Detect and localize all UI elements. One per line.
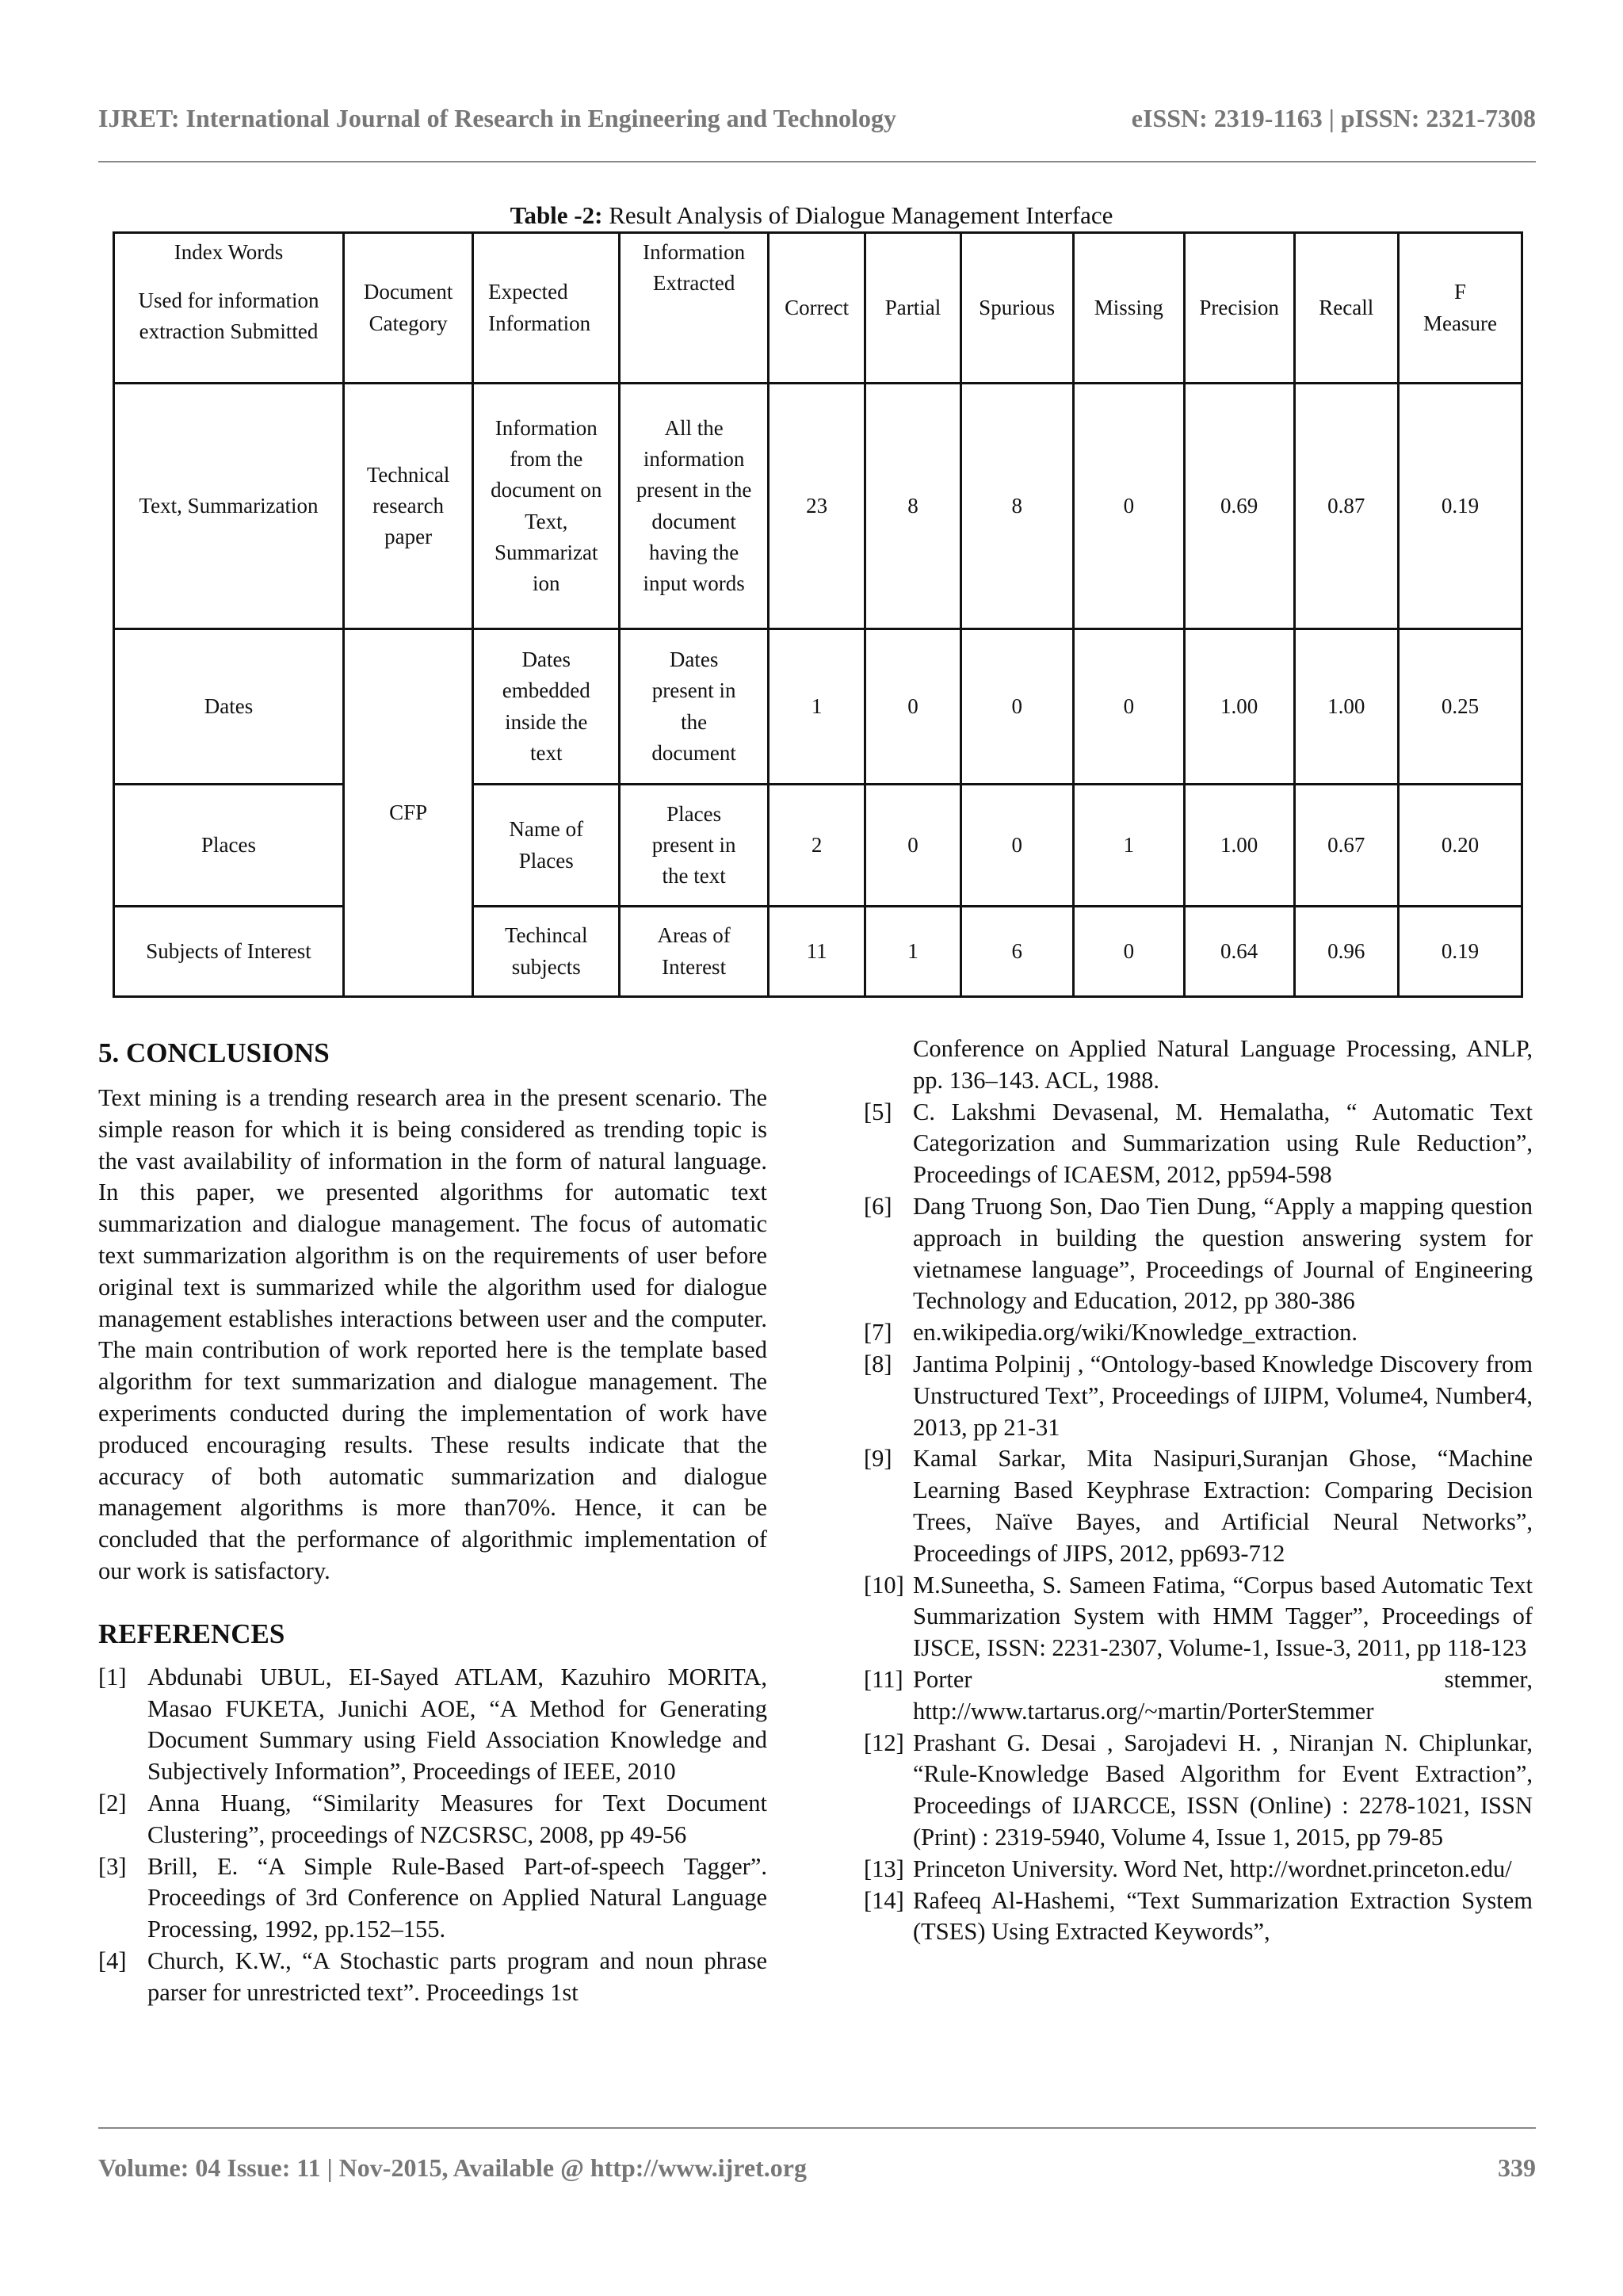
results-table — [113, 231, 1523, 998]
header-spurious: Spurious — [960, 233, 1073, 384]
journal-title: IJRET: International Journal of Research in Engineering and Technology — [98, 103, 896, 132]
cell-recall: 0.67 — [1294, 785, 1398, 907]
reference-item: [13] Princeton University. Word Net, http://wordnet.princeton.edu/ — [864, 1855, 1512, 1882]
table-caption — [0, 201, 1623, 230]
right-column — [864, 1033, 1533, 1948]
issn-label: eISSN: 2319-1163 | pISSN: 2321-7308 — [1131, 103, 1536, 132]
reference-item: [9] Kamal Sarkar, Mita Nasipuri,Suranjan Ghose, “Machine Learning Based Keyphrase Extraction: Comparing Decision Trees, Naïve Bayes, and Artificial Neural Networks”, Proceedings of JIPS, 2012, pp693-712 — [864, 1445, 1533, 1567]
cell-precision: 0.64 — [1184, 907, 1294, 997]
cell-recall: 0.96 — [1294, 907, 1398, 997]
header-correct: Correct — [768, 233, 865, 384]
cell-extracted: Areas of Interest — [620, 907, 769, 997]
table-caption-label: Table -2: — [510, 201, 603, 229]
table-row — [114, 384, 1522, 629]
cell-missing: 0 — [1073, 907, 1184, 997]
header-partial: Partial — [865, 233, 960, 384]
header-missing: Missing — [1073, 233, 1184, 384]
reference-continuation: Conference on Applied Natural Language Processing, ANLP, pp. 136–143. ACL, 1988. — [913, 1035, 1533, 1094]
reference-item: [5] C. Lakshmi Devasenal, M. Hemalatha, “ Automatic Text Categorization and Summarization using Rule Reduction”, Proceedings of ICAESM, 2012, pp594-598 — [864, 1098, 1533, 1189]
cell-correct: 11 — [768, 907, 865, 997]
reference-item: [10] M.Suneetha, S. Sameen Fatima, “Corpus based Automatic Text Summarization System with HMM Tagger”, Proceedings of IJSCE, ISSN: 2231-2307, Volume-1, Issue-3, 2011, pp 118-123 — [864, 1571, 1533, 1662]
reference-item: [2] Anna Huang, “Similarity Measures for Text Document Clustering”, proceedings of NZCSRSC, 2008, pp 49-56 — [98, 1789, 767, 1848]
cell-recall: 1.00 — [1294, 629, 1398, 785]
conclusions-heading: 5. CONCLUSIONS — [98, 1037, 330, 1068]
reference-item: [11] Porter stemmer, http://www.tartarus.org/~martin/PorterStemmer — [864, 1665, 1533, 1725]
reference-item: [1] Abdunabi UBUL, EI-Sayed ATLAM, Kazuhiro MORITA, Masao FUKETA, Junichi AOE, “A Method for Generating Document Summary using Field Association Knowledge and Subjectively Information”, Proceedings of IEEE, 2010 — [98, 1663, 767, 1786]
cell-spurious: 0 — [960, 629, 1073, 785]
cell-expected: Techincal subjects — [473, 907, 620, 997]
cell-correct: 2 — [768, 785, 865, 907]
cell-expected: Information from the document on Text, Summarizat ion — [473, 384, 620, 629]
header-information-extracted: Information Extracted — [620, 233, 769, 384]
cell-index-words: Places — [114, 785, 344, 907]
cell-f-measure: 0.19 — [1398, 384, 1522, 629]
reference-item: [12] Prashant G. Desai , Sarojadevi H. , Niranjan N. Chiplunkar, “Rule-Knowledge Based Algorithm for Event Extraction”, Proceedings of IJARCCE, ISSN (Online) : 2278-1021, ISSN (Print) : 2319-5940, Volume 4, Issue 1, 2015, pp 79-85 — [864, 1729, 1533, 1851]
cell-extracted: All the information present in the document having the input words — [620, 384, 769, 629]
cell-precision: 1.00 — [1184, 629, 1294, 785]
cell-extracted: Dates present in the document — [620, 629, 769, 785]
cell-correct: 23 — [768, 384, 865, 629]
cell-missing: 0 — [1073, 629, 1184, 785]
table-row — [114, 629, 1522, 785]
cell-extracted: Places present in the text — [620, 785, 769, 907]
cell-f-measure: 0.19 — [1398, 907, 1522, 997]
page-header — [98, 98, 1536, 138]
cell-precision: 0.69 — [1184, 384, 1294, 629]
cell-index-words: Dates — [114, 629, 344, 785]
left-column — [98, 1037, 767, 2009]
cell-precision: 1.00 — [1184, 785, 1294, 907]
cell-spurious: 6 — [960, 907, 1073, 997]
header-divider — [98, 161, 1536, 162]
reference-item: [4] Church, K.W., “A Stochastic parts program and noun phrase parser for unrestricted text”. Proceedings 1st — [98, 1946, 767, 2006]
reference-item: [7] en.wikipedia.org/wiki/Knowledge_extraction. — [864, 1319, 1358, 1347]
cell-recall: 0.87 — [1294, 384, 1398, 629]
reference-item: [14] Rafeeq Al-Hashemi, “Text Summarization Extraction System (TSES) Using Extracted Keywords”, — [864, 1886, 1533, 1946]
cell-index-words: Text, Summarization — [114, 384, 344, 629]
cell-partial: 0 — [865, 629, 960, 785]
footer-divider — [98, 2127, 1536, 2129]
cell-correct: 1 — [768, 629, 865, 785]
cell-missing: 1 — [1073, 785, 1184, 907]
cell-category: Technical research paper — [344, 384, 473, 629]
header-index-words: Index Words Used for information extraction Submitted — [114, 233, 344, 384]
cell-partial: 1 — [865, 907, 960, 997]
reference-item: [8] Jantima Polpinij , “Ontology-based Knowledge Discovery from Unstructured Text”, Proceedings of IJIPM, Volume4, Number4, 2013, pp 21-31 — [864, 1350, 1533, 1441]
header-precision: Precision — [1184, 233, 1294, 384]
cell-category: CFP — [344, 629, 473, 997]
cell-f-measure: 0.25 — [1398, 629, 1522, 785]
volume-info: Volume: 04 Issue: 11 | Nov-2015, Available @ http://www.ijret.org — [98, 2153, 807, 2182]
cell-index-words: Subjects of Interest — [114, 907, 344, 997]
header-recall: Recall — [1294, 233, 1398, 384]
header-expected-information: Expected Information — [473, 233, 620, 384]
header-document-category: Document Category — [344, 233, 473, 384]
cell-spurious: 8 — [960, 384, 1073, 629]
reference-item: [3] Brill, E. “A Simple Rule-Based Part-of-speech Tagger”. Proceedings of 3rd Conference on Applied Natural Language Processing, 1992, pp.152–155. — [98, 1852, 767, 1943]
cell-expected: Name of Places — [473, 785, 620, 907]
table-caption-text: Result Analysis of Dialogue Management Interface — [602, 201, 1113, 229]
reference-item: [6] Dang Truong Son, Dao Tien Dung, “Apply a mapping question approach in building the question answering system for vietnamese language”, Proceedings of Journal of Engineering Technology and Education, 2012, pp 380-386 — [864, 1192, 1533, 1315]
page-footer — [98, 2148, 1536, 2187]
table-header-row — [114, 233, 1522, 384]
references-heading: REFERENCES — [98, 1618, 285, 1649]
header-f-measure: F Measure — [1398, 233, 1522, 384]
cell-f-measure: 0.20 — [1398, 785, 1522, 907]
cell-expected: Dates embedded inside the text — [473, 629, 620, 785]
cell-partial: 8 — [865, 384, 960, 629]
table-row — [114, 785, 1522, 907]
conclusions-body: Text mining is a trending research area in the present scenario. The simple reason for which it is being considered as trending topic is the vast availability of information in the form of natural language. In this paper, we presented algorithms for automatic text summarization and dialogue management. The focus of automatic text summarization algorithm is on the requirements of user before original text is summarized while the algorithm used for dialogue management establishes interactions between user and the computer. The main contribution of work reported here is the template based algorithm for text summarization and dialogue management. The experiments conducted during the implementation of work have produced encouraging results. These results indicate that the accuracy of both automatic summarization and dialogue management algorithms is more than70%. Hence, it can be concluded that the performance of algorithmic implementation of our work is satisfactory. — [98, 1084, 767, 1584]
cell-spurious: 0 — [960, 785, 1073, 907]
cell-partial: 0 — [865, 785, 960, 907]
references-list-left — [98, 1662, 767, 2009]
table-row — [114, 907, 1522, 997]
cell-missing: 0 — [1073, 384, 1184, 629]
page-number: 339 — [1498, 2153, 1536, 2182]
